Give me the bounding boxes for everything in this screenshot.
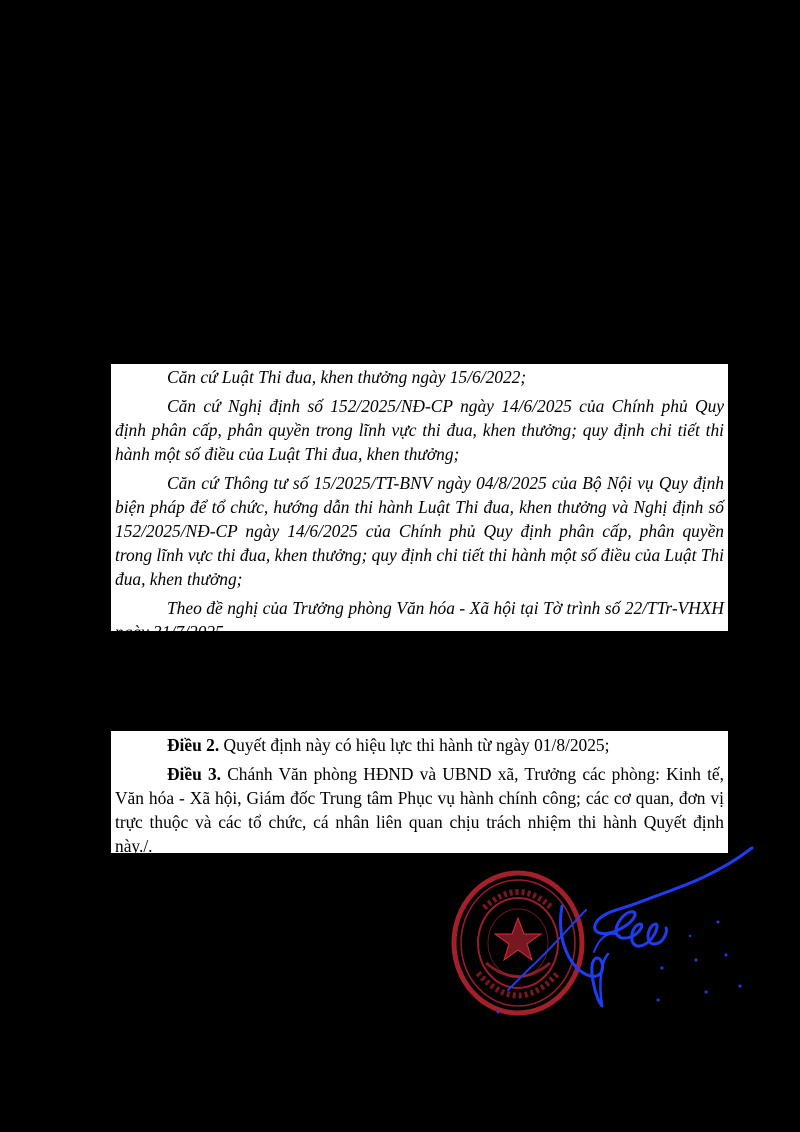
- legal-basis-block: [111, 364, 728, 642]
- article-2-text: Quyết định này có hiệu lực thi hành từ ngày 01/8/2025;: [219, 735, 610, 755]
- article-2: [115, 733, 724, 757]
- handwritten-signature-icon: [490, 840, 780, 1030]
- legal-basis-4: Theo đề nghị của Trưởng phòng Văn hóa - Xã hội tại Tờ trình số 22/TTr-VHXH ngày 31/7/2025.: [115, 598, 724, 642]
- legal-basis-2: Căn cứ Nghị định số 152/2025/NĐ-CP ngày 14/6/2025 của Chính phủ Quy định phân cấp, phân quyền trong lĩnh vực thi đua, khen thưởng; quy định chi tiết thi hành một số điều của Luật Thi đua, khen thưởng;: [115, 396, 724, 464]
- legal-basis-1: Căn cứ Luật Thi đua, khen thưởng ngày 15/6/2022;: [167, 367, 527, 387]
- article-3-text: Chánh Văn phòng HĐND và UBND xã, Trưởng các phòng: Kinh tế, Văn hóa - Xã hội, Giám đốc Trung tâm Phục vụ hành chính công; các cơ quan, đơn vị trực thuộc và các tổ chức, cá nhân liên quan chịu trách nhiệm thi hành Quyết định này./.: [115, 764, 724, 856]
- articles-block: [111, 731, 728, 856]
- article-2-label: Điều 2.: [167, 735, 220, 755]
- legal-basis-3: Căn cứ Thông tư số 15/2025/TT-BNV ngày 04/8/2025 của Bộ Nội vụ Quy định biện pháp để tổ chức, hướng dẫn thi hành Luật Thi đua, khen thưởng và Nghị định số 152/2025/NĐ-CP ngày 14/6/2025 của Chính phủ Quy định phân cấp, phân quyền trong lĩnh vực thi đua, khen thưởng; quy định chi tiết thi hành một số điều của Luật Thi đua, khen thưởng;: [115, 473, 724, 589]
- article-3-label: Điều 3.: [167, 764, 222, 784]
